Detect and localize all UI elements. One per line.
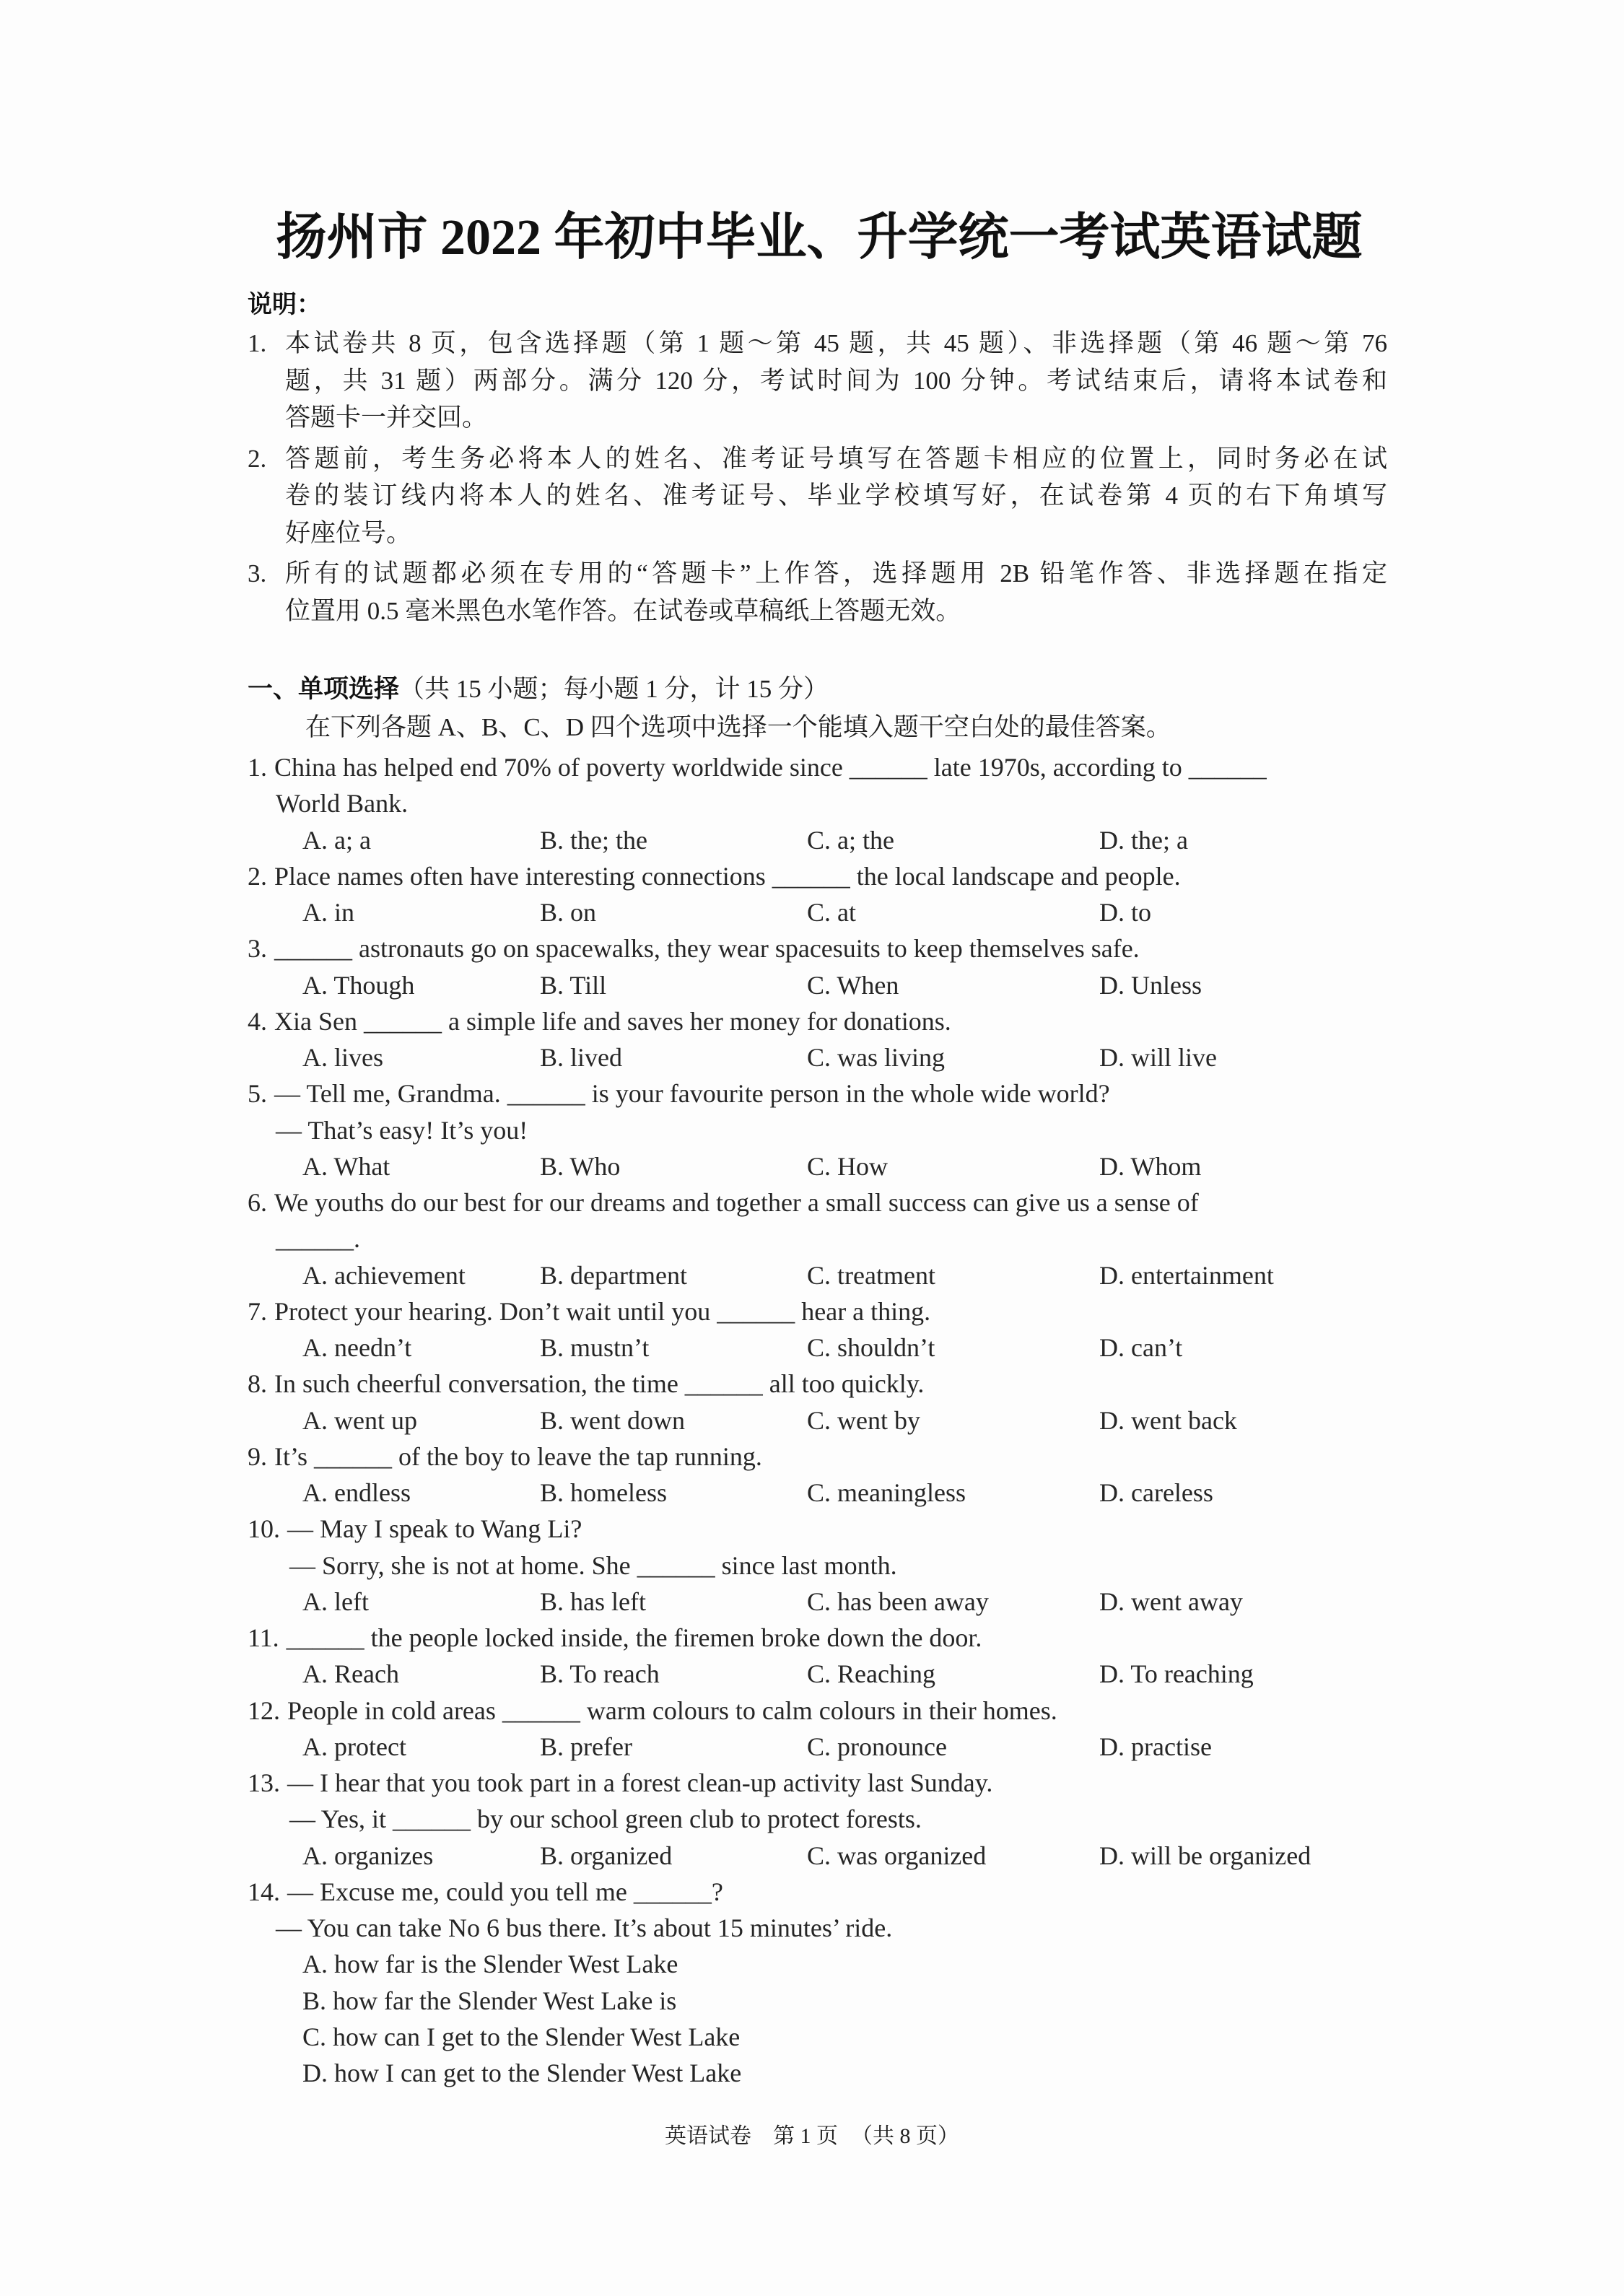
option-b: B. department (540, 1260, 687, 1290)
question-number: 7. (248, 1296, 267, 1326)
option-a: A. left (302, 1586, 369, 1616)
exam-title: 扬州市 2022 年初中毕业、升学统一考试英语试题 (276, 210, 1363, 266)
option-d: D. Unless (1099, 970, 1202, 1000)
option-b: B. on (540, 898, 597, 927)
question-14 (248, 1874, 1475, 2092)
questions-list (248, 749, 1475, 2091)
note-line: 答题前，考生务必将本人的姓名、准考证号填写在答题卡相应的位置上，同时务必在试 (285, 444, 1387, 473)
option-b: B. Till (540, 970, 607, 1000)
question-stem: Xia Sen ______ a simple life and saves her money for donations. (274, 1006, 951, 1036)
footer-page-total: （共 8 页） (851, 2124, 959, 2148)
question-stem: China has helped end 70% of poverty worldwide since ______ late 1970s, according to ______ (274, 753, 1267, 782)
question-stem: It’s ______ of the boy to leave the tap running. (274, 1441, 762, 1471)
question-stem: — I hear that you took part in a forest clean-up activity last Sunday. (287, 1768, 993, 1797)
question-stem-continuation: — Yes, it ______ by our school green club to protect forests. (289, 1804, 922, 1834)
option-a: A. in (302, 898, 354, 927)
option-b: B. Who (540, 1151, 621, 1181)
question-stem: People in cold areas ______ warm colours to calm colours in their homes. (287, 1695, 1057, 1725)
section-instruction: 在下列各题 A、B、C、D 四个选项中选择一个能填入题干空白处的最佳答案。 (305, 713, 1171, 741)
question-stem-continuation: — You can take No 6 bus there. It’s about 15 minutes’ ride. (276, 1913, 893, 1942)
options-row (248, 1656, 1475, 1692)
option-b: B. lived (540, 1043, 622, 1072)
note-line: 答题卡一并交回。 (285, 403, 488, 432)
option-c: C. How (807, 1151, 889, 1181)
question-number: 10. (248, 1514, 280, 1544)
question-number: 2. (248, 861, 267, 891)
section-title: 一、单项选择 (248, 675, 400, 703)
note-item-3 (248, 555, 1387, 629)
options-row (248, 1584, 1475, 1620)
question-stem-continuation: World Bank. (276, 789, 409, 819)
options-row (248, 1402, 1475, 1439)
options-row (248, 1838, 1475, 1874)
question-number: 13. (248, 1768, 280, 1797)
option-d: D. entertainment (1099, 1260, 1274, 1290)
option-d: D. how I can get to the Slender West Lake (302, 2059, 742, 2087)
option-b: B. homeless (540, 1478, 667, 1507)
options-row (248, 1330, 1475, 1366)
note-item-2 (248, 440, 1387, 552)
option-c: C. was living (807, 1043, 946, 1072)
note-item-1 (248, 325, 1387, 437)
option-a: A. Though (302, 970, 415, 1000)
option-a: A. lives (302, 1043, 383, 1072)
question-number: 5. (248, 1079, 267, 1109)
option-a: A. achievement (302, 1260, 466, 1290)
option-d: D. to (1099, 898, 1151, 927)
option-c: C. went by (807, 1405, 920, 1435)
note-line: 题，共 31 题）两部分。满分 120 分，考试时间为 100 分钟。考试结束后，请将本试卷和 (285, 366, 1387, 395)
question-stem: Protect your hearing. Don’t wait until you ______ hear a thing. (274, 1296, 931, 1326)
question-number: 3. (248, 934, 267, 964)
option-d: D. practise (1099, 1732, 1212, 1761)
notes-list (248, 325, 1387, 633)
option-b: B. prefer (540, 1732, 632, 1761)
option-a: A. Reach (302, 1659, 399, 1689)
note-number: 3. (248, 559, 267, 588)
option-d: D. went back (1099, 1405, 1237, 1435)
note-line: 好座位号。 (285, 518, 412, 547)
note-number: 1. (248, 329, 267, 357)
question-7 (248, 1293, 1475, 1366)
option-b: B. how far the Slender West Lake is (302, 1986, 677, 2015)
options-row (248, 1039, 1475, 1075)
option-d: D. careless (1099, 1478, 1213, 1507)
question-stem: — Excuse me, could you tell me ______? (287, 1877, 723, 1906)
option-b: B. mustn’t (540, 1333, 650, 1362)
note-number: 2. (248, 444, 267, 473)
notes-heading: 说明： (248, 292, 321, 318)
option-d: D. To reaching (1099, 1659, 1254, 1689)
question-stem: — May I speak to Wang Li? (287, 1514, 582, 1544)
question-number: 4. (248, 1006, 267, 1036)
options-row (248, 1257, 1475, 1293)
options-row (248, 1148, 1475, 1184)
option-a: A. What (302, 1151, 390, 1181)
options-row (248, 822, 1475, 858)
question-stem: In such cheerful conversation, the time ______ all too quickly. (274, 1369, 925, 1399)
option-d: D. will be organized (1099, 1841, 1311, 1870)
option-a: A. needn’t (302, 1333, 412, 1362)
option-a: A. went up (302, 1405, 417, 1435)
footer-page-number: 第 1 页 (773, 2124, 838, 2148)
option-d: D. will live (1099, 1043, 1217, 1072)
question-9 (248, 1439, 1475, 1511)
question-12 (248, 1693, 1475, 1765)
question-number: 8. (248, 1369, 267, 1399)
option-c: C. at (807, 898, 856, 927)
page-footer (0, 2122, 1624, 2151)
option-a: A. endless (302, 1478, 411, 1507)
question-number: 9. (248, 1441, 267, 1471)
options-row (248, 1475, 1475, 1511)
option-d: D. can’t (1099, 1333, 1183, 1362)
option-a: A. a; a (302, 825, 371, 855)
option-d: D. the; a (1099, 825, 1188, 855)
question-10 (248, 1511, 1475, 1620)
note-line: 位置用 0.5 毫米黑色水笔作答。在试卷或草稿纸上答题无效。 (285, 596, 961, 625)
option-d: D. went away (1099, 1586, 1243, 1616)
option-b: B. the; the (540, 825, 647, 855)
option-c: C. was organized (807, 1841, 987, 1870)
option-a: A. organizes (302, 1841, 434, 1870)
question-number: 11. (248, 1623, 279, 1652)
option-c: C. pronounce (807, 1732, 947, 1761)
option-c: C. When (807, 970, 899, 1000)
option-a: A. protect (302, 1732, 406, 1761)
question-stem: ______ astronauts go on spacewalks, they wear spacesuits to keep themselves safe. (274, 934, 1140, 964)
question-stem: — Tell me, Grandma. ______ is your favourite person in the whole wide world? (274, 1079, 1110, 1109)
option-c: C. meaningless (807, 1478, 966, 1507)
option-b: B. organized (540, 1841, 673, 1870)
question-stem: We youths do our best for our dreams and together a small success can give us a sense of (274, 1188, 1199, 1217)
options-row (248, 1729, 1475, 1765)
option-c: C. how can I get to the Slender West Lake (302, 2022, 741, 2051)
question-stem: Place names often have interesting connections ______ the local landscape and people. (274, 861, 1181, 891)
question-4 (248, 1003, 1475, 1076)
option-b: B. went down (540, 1405, 685, 1435)
question-11 (248, 1620, 1475, 1693)
question-number: 1. (248, 753, 267, 782)
option-d: D. Whom (1099, 1151, 1202, 1181)
question-13 (248, 1765, 1475, 1874)
question-5 (248, 1075, 1475, 1184)
note-line: 本试卷共 8 页，包含选择题（第 1 题～第 45 题，共 45 题）、非选择题（第 46 题～第 76 (285, 329, 1387, 357)
option-c: C. shouldn’t (807, 1333, 935, 1362)
question-3 (248, 930, 1475, 1003)
question-2 (248, 858, 1475, 931)
question-number: 6. (248, 1188, 267, 1217)
options-row (248, 967, 1475, 1003)
note-line: 所有的试题都必须在专用的“答题卡”上作答，选择题用 2B 铅笔作答、非选择题在指定 (285, 559, 1387, 588)
question-stem-continuation: — Sorry, she is not at home. She ______ since last month. (289, 1550, 897, 1580)
question-stem-continuation: — That’s easy! It’s you! (276, 1115, 528, 1145)
options-row (248, 894, 1475, 930)
question-8 (248, 1366, 1475, 1439)
option-b: B. To reach (540, 1659, 660, 1689)
question-stem-continuation: ______. (276, 1224, 360, 1254)
section-heading (248, 671, 829, 707)
option-c: C. Reaching (807, 1659, 935, 1689)
question-stem: ______ the people locked inside, the firemen broke down the door. (286, 1623, 982, 1652)
question-6 (248, 1184, 1475, 1293)
option-c: C. a; the (807, 825, 894, 855)
section-scoring: （共 15 小题；每小题 1 分，计 15 分） (399, 675, 829, 703)
note-line: 卷的装订线内将本人的姓名、准考证号、毕业学校填写好，在试卷第 4 页的右下角填写 (285, 481, 1387, 510)
option-c: C. has been away (807, 1586, 989, 1616)
footer-subject: 英语试卷 (665, 2124, 751, 2148)
option-c: C. treatment (807, 1260, 935, 1290)
option-b: B. has left (540, 1586, 646, 1616)
option-a: A. how far is the Slender West Lake (302, 1950, 678, 1979)
question-number: 14. (248, 1877, 280, 1906)
question-number: 12. (248, 1695, 280, 1725)
question-1 (248, 749, 1475, 858)
